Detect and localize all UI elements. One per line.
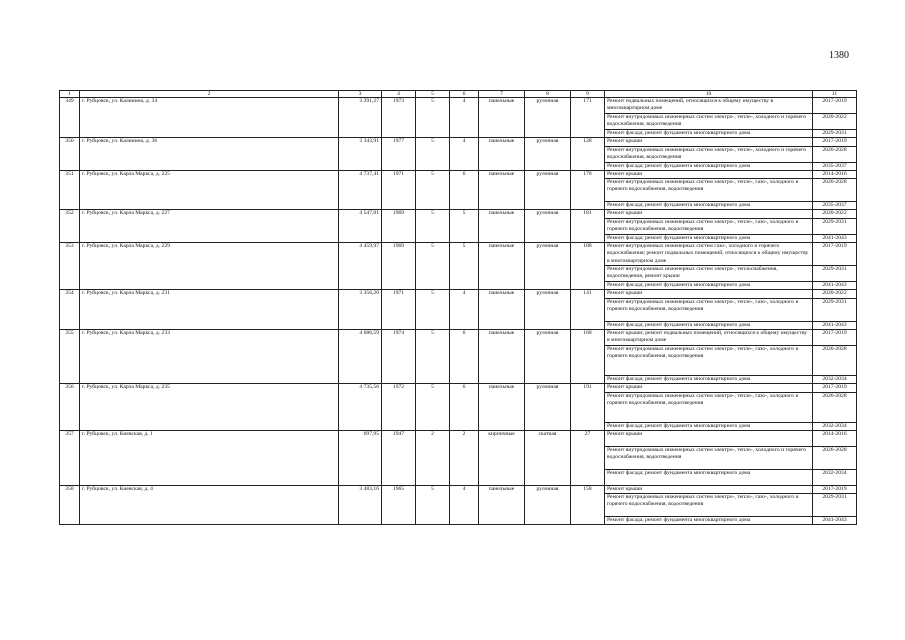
roof-type: рулонная	[525, 329, 571, 383]
total-area: 3 483,16	[339, 485, 382, 525]
house-address: г. Рубцовск, ул. Карла Маркса, д. 227	[80, 210, 339, 243]
repair-period: 2032-2034	[813, 469, 857, 485]
repair-work: Ремонт крыши; ремонт подвальных помещений, относящихся к общему имуществу в многоквартирном доме	[605, 329, 813, 345]
repair-period: 2026-2028	[813, 179, 857, 202]
repair-period: 2032-2034	[813, 375, 857, 383]
repair-period: 2035-2037	[813, 162, 857, 170]
build-year: 1973	[382, 98, 416, 138]
repair-work: Ремонт внутридомовых инженерных систем электро-, тепло-, газо-, холодного и горячего водоснабжения, водоотведения	[605, 392, 813, 422]
repair-period: 2026-2028	[813, 345, 857, 375]
floor-count: 5	[416, 290, 450, 330]
house-number: 353	[60, 243, 80, 290]
resident-count: 178	[571, 170, 605, 210]
floor-count: 2	[416, 430, 450, 485]
repair-period: 2026-2028	[813, 146, 857, 162]
resident-count: 181	[571, 210, 605, 243]
house-address: г. Рубцовск, ул. Калинина, д. 36	[80, 138, 339, 171]
total-area: 3 356,20	[339, 290, 382, 330]
repair-work: Ремонт фасада; ремонт фундамента многоквартирного дома	[605, 202, 813, 210]
repair-work: Ремонт фасада; ремонт фундамента многоквартирного дома	[605, 130, 813, 138]
repair-period: 2041-2043	[813, 282, 857, 290]
total-area: 697,95	[339, 430, 382, 485]
build-year: 1971	[382, 170, 416, 210]
house-number: 357	[60, 430, 80, 485]
repair-period: 2026-2028	[813, 392, 857, 422]
entrance-count: 4	[450, 98, 479, 138]
build-year: 1977	[382, 138, 416, 171]
repair-period: 2020-2022	[813, 114, 857, 130]
total-area: 4 737,41	[339, 170, 382, 210]
table-row	[60, 170, 857, 178]
house-number: 356	[60, 384, 80, 431]
wall-material: панельные	[479, 243, 525, 290]
repair-period: 2017-2019	[813, 384, 857, 392]
resident-count: 171	[571, 98, 605, 138]
house-number: 350	[60, 138, 80, 171]
house-address: г. Рубцовск, ул. Карла Маркса, д. 225	[80, 170, 339, 210]
total-area: 4 459,97	[339, 243, 382, 290]
repair-period: 2014-2016	[813, 430, 857, 446]
repair-work: Ремонт внутридомовых инженерных систем электро-, тепло-, газо-, холодного и горячего водоснабжения, водоотведения	[605, 179, 813, 202]
total-area: 3 343,91	[339, 138, 382, 171]
resident-count: 158	[571, 485, 605, 525]
floor-count: 5	[416, 98, 450, 138]
repair-period: 2029-2031	[813, 494, 857, 517]
wall-material: панельные	[479, 329, 525, 383]
column-number: 2	[80, 91, 339, 98]
repair-period: 2029-2031	[813, 266, 857, 282]
wall-material: кирпичные	[479, 430, 525, 485]
column-number: 1	[60, 91, 80, 98]
wall-material: панельные	[479, 138, 525, 171]
repair-period: 2017-2019	[813, 138, 857, 146]
entrance-count: 6	[450, 329, 479, 383]
table-row	[60, 98, 857, 114]
house-address: г. Рубцовск, ул. Карла Маркса, д. 233	[80, 329, 339, 383]
housing-repair-table	[59, 90, 857, 525]
wall-material: панельные	[479, 290, 525, 330]
entrance-count: 4	[450, 138, 479, 171]
resident-count: 188	[571, 243, 605, 290]
roof-type: рулонная	[525, 170, 571, 210]
house-number: 351	[60, 170, 80, 210]
roof-type: рулонная	[525, 98, 571, 138]
entrance-count: 2	[450, 430, 479, 485]
wall-material: панельные	[479, 210, 525, 243]
repair-period: 2041-2043	[813, 321, 857, 329]
repair-period: 2029-2031	[813, 298, 857, 321]
house-number: 349	[60, 98, 80, 138]
repair-period: 2014-2016	[813, 170, 857, 178]
repair-period: 2017-2019	[813, 485, 857, 493]
repair-period: 2020-2022	[813, 210, 857, 218]
repair-period: 2029-2031	[813, 218, 857, 234]
repair-work: Ремонт крыши	[605, 430, 813, 446]
house-number: 355	[60, 329, 80, 383]
repair-work: Ремонт внутридомовых инженерных систем электро-, тепло-, газо-, холодного и горячего водоснабжения, водоотведения	[605, 345, 813, 375]
build-year: 1969	[382, 243, 416, 290]
repair-period: 2017-2019	[813, 243, 857, 266]
repair-work: Ремонт крыши	[605, 170, 813, 178]
column-number: 3	[339, 91, 382, 98]
repair-work: Ремонт крыши	[605, 384, 813, 392]
table-row	[60, 210, 857, 218]
column-number: 5	[416, 91, 450, 98]
roof-type: рулонная	[525, 243, 571, 290]
total-area: 4 735,56	[339, 384, 382, 431]
repair-work: Ремонт фасада; ремонт фундамента многоквартирного дома	[605, 234, 813, 242]
table-row	[60, 485, 857, 493]
table-row	[60, 329, 857, 345]
repair-period: 2026-2028	[813, 446, 857, 469]
repair-work: Ремонт фасада; ремонт фундамента многоквартирного дома	[605, 422, 813, 430]
repair-period: 2017-2019	[813, 329, 857, 345]
repair-period: 2029-2031	[813, 130, 857, 138]
wall-material: панельные	[479, 485, 525, 525]
repair-work: Ремонт внутридомовых инженерных систем электро-, теплоснабжения, водоотведения, ремонт крыши	[605, 266, 813, 282]
house-address: г. Рубцовск, ул. Калинина, д. 34	[80, 98, 339, 138]
build-year: 1972	[382, 384, 416, 431]
repair-work: Ремонт фасада; ремонт фундамента многоквартирного дома	[605, 162, 813, 170]
repair-work: Ремонт крыши	[605, 290, 813, 298]
repair-work: Ремонт крыши	[605, 138, 813, 146]
build-year: 1947	[382, 430, 416, 485]
repair-work: Ремонт крыши	[605, 485, 813, 493]
roof-type: скатная	[525, 430, 571, 485]
repair-work: Ремонт внутридомовых инженерных систем электро-, тепло-, холодного и горячего водоснабжения, водоотведения	[605, 446, 813, 469]
floor-count: 5	[416, 329, 450, 383]
roof-type: рулонная	[525, 485, 571, 525]
table-row	[60, 138, 857, 146]
repair-work: Ремонт внутридомовых инженерных систем электро-, тепло-, газо-, холодного и горячего водоснабжения, водоотведения	[605, 298, 813, 321]
column-number: 6	[450, 91, 479, 98]
repair-work: Ремонт фасада; ремонт фундамента многоквартирного дома	[605, 375, 813, 383]
resident-count: 128	[571, 138, 605, 171]
roof-type: рулонная	[525, 210, 571, 243]
roof-type: рулонная	[525, 290, 571, 330]
entrance-count: 5	[450, 210, 479, 243]
resident-count: 168	[571, 329, 605, 383]
house-number: 358	[60, 485, 80, 525]
build-year: 1969	[382, 210, 416, 243]
build-year: 1965	[382, 485, 416, 525]
house-address: г. Рубцовск, ул. Карла Маркса, д. 235	[80, 384, 339, 431]
resident-count: 191	[571, 384, 605, 431]
repair-period: 2041-2043	[813, 234, 857, 242]
column-number-row	[60, 91, 857, 98]
repair-work: Ремонт фасада; ремонт фундамента многоквартирного дома	[605, 517, 813, 525]
resident-count: 141	[571, 290, 605, 330]
column-number: 7	[479, 91, 525, 98]
roof-type: рулонная	[525, 384, 571, 431]
build-year: 1971	[382, 290, 416, 330]
repair-period: 2041-2043	[813, 517, 857, 525]
resident-count: 27	[571, 430, 605, 485]
house-address: г. Рубцовск, ул. Карла Маркса, д. 231	[80, 290, 339, 330]
house-address: г. Рубцовск, ул. Карла Маркса, д. 229	[80, 243, 339, 290]
entrance-count: 6	[450, 170, 479, 210]
wall-material: панельные	[479, 98, 525, 138]
house-address: г. Рубцовск, ул. Киевская, д. 4	[80, 485, 339, 525]
repair-work: Ремонт внутридомовых инженерных систем электро-, тепло-, холодного и горячего водоснабжения, водоотведения	[605, 114, 813, 130]
entrance-count: 5	[450, 243, 479, 290]
house-address: г. Рубцовск, ул. Киевская, д. 1	[80, 430, 339, 485]
page-number: 1380	[829, 50, 849, 61]
repair-work: Ремонт фасада; ремонт фундамента многоквартирного дома	[605, 469, 813, 485]
total-area: 4 547,01	[339, 210, 382, 243]
floor-count: 5	[416, 485, 450, 525]
repair-work: Ремонт внутридомовых инженерных систем электро-, тепло-, газо-, холодного и горячего водоснабжения, водоотведения	[605, 494, 813, 517]
house-number: 352	[60, 210, 80, 243]
repair-period: 2017-2019	[813, 98, 857, 114]
table-body	[60, 91, 857, 525]
repair-period: 2032-2034	[813, 422, 857, 430]
floor-count: 5	[416, 384, 450, 431]
entrance-count: 4	[450, 290, 479, 330]
floor-count: 5	[416, 210, 450, 243]
floor-count: 5	[416, 170, 450, 210]
column-number: 4	[382, 91, 416, 98]
repair-work: Ремонт подвальных помещений, относящихся к общему имуществу в многоквартирном доме	[605, 98, 813, 114]
column-number: 10	[605, 91, 813, 98]
wall-material: панельные	[479, 384, 525, 431]
repair-period: 2035-2037	[813, 202, 857, 210]
table-row	[60, 290, 857, 298]
total-area: 3 291,27	[339, 98, 382, 138]
roof-type: рулонная	[525, 138, 571, 171]
table-row	[60, 243, 857, 266]
repair-work: Ремонт внутридомовых инженерных систем газо-, холодного и горячего водоснабжения; ремонт подвальных помещений, относящихся к общему имуществу в многоквартирном доме	[605, 243, 813, 266]
entrance-count: 4	[450, 485, 479, 525]
table-row	[60, 384, 857, 392]
house-number: 354	[60, 290, 80, 330]
entrance-count: 6	[450, 384, 479, 431]
wall-material: панельные	[479, 170, 525, 210]
column-number: 11	[813, 91, 857, 98]
floor-count: 5	[416, 138, 450, 171]
repair-work: Ремонт крыши	[605, 210, 813, 218]
repair-work: Ремонт фасада; ремонт фундамента многоквартирного дома	[605, 321, 813, 329]
build-year: 1974	[382, 329, 416, 383]
repair-work: Ремонт внутридомовых инженерных систем электро-, тепло-, холодного и горячего водоснабжения, водоотведения	[605, 146, 813, 162]
total-area: 4 686,59	[339, 329, 382, 383]
repair-work: Ремонт фасада; ремонт фундамента многоквартирного дома	[605, 282, 813, 290]
column-number: 9	[571, 91, 605, 98]
repair-period: 2020-2022	[813, 290, 857, 298]
column-number: 8	[525, 91, 571, 98]
repair-work: Ремонт внутридомовых инженерных систем электро-, тепло-, газо-, холодного и горячего водоснабжения, водоотведения	[605, 218, 813, 234]
table-row	[60, 430, 857, 446]
floor-count: 5	[416, 243, 450, 290]
